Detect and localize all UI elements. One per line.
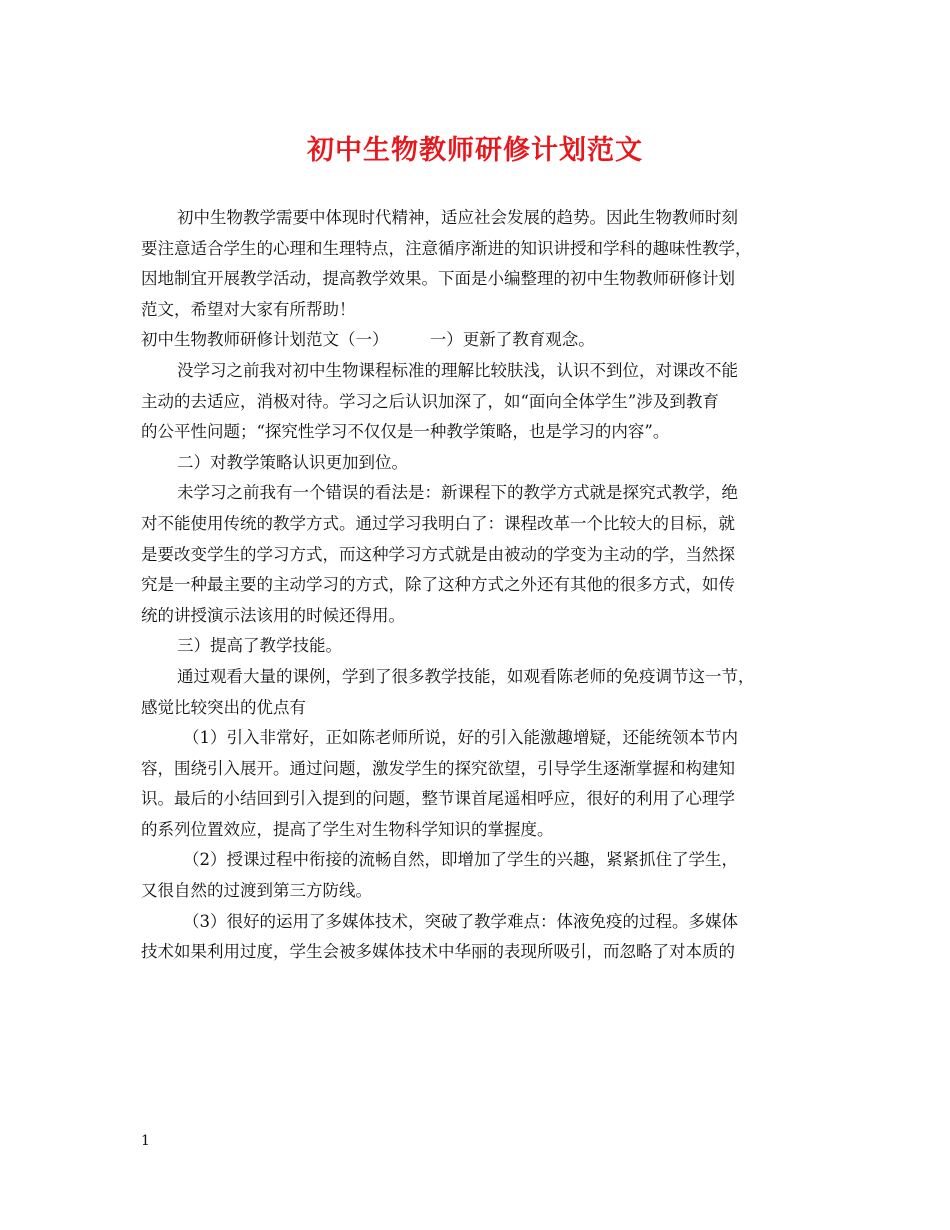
paragraph-line: 容，围绕引入展开。通过问题，激发学生的探究欲望，引导学生逐渐掌握和构建知	[141, 758, 735, 778]
paragraph-line: 究是一种最主要的主动学习的方式，除了这种方式之外还有其他的很多方式，如传	[141, 575, 735, 595]
paragraph-line: 范文，希望对大家有所帮助！	[141, 299, 356, 319]
paragraph-line: 因地制宜开展教学活动，提高教学效果。下面是小编整理的初中生物教师研修计划	[141, 269, 735, 289]
subheading-line: 三）提高了教学技能。	[177, 636, 342, 656]
paragraph-line: 未学习之前我有一个错误的看法是：新课程下的教学方式就是探究式教学，绝	[177, 483, 738, 503]
paragraph-line: 又很自然的过渡到第三方防线。	[141, 881, 372, 901]
document-body	[141, 203, 821, 968]
paragraph-line: （3）很好的运用了多媒体技术，突破了教学难点：体液免疫的过程。多媒体	[183, 911, 738, 931]
paragraph-line: 的系列位置效应，提高了学生对生物科学知识的掌握度。	[141, 819, 554, 839]
subheading-line: 二）对教学策略认识更加到位。	[177, 452, 408, 472]
document-title: 初中生物教师研修计划范文	[307, 135, 643, 166]
paragraph-line: 统的讲授演示法该用的时候还得用。	[141, 605, 405, 625]
section-heading-line: 初中生物教师研修计划范文（一） 一）更新了教育观念。	[141, 330, 595, 350]
paragraph-line: 的公平性问题；“探究性学习不仅仅是一种教学策略，也是学习的内容”。	[141, 422, 670, 442]
paragraph-line: 识。最后的小结回到引入提到的问题，整节课首尾遥相呼应，很好的利用了心理学	[141, 789, 735, 809]
paragraph-line: 技术如果利用过度，学生会被多媒体技术中华丽的表现所吸引，而忽略了对本质的	[141, 942, 735, 962]
paragraph-line: （2）授课过程中衔接的流畅自然，即增加了学生的兴趣，紧紧抓住了学生，	[183, 850, 738, 870]
page-number: 1	[141, 1133, 150, 1149]
paragraph-line: （1）引入非常好，正如陈老师所说，好的引入能激趣增疑，还能统领本节内	[183, 728, 738, 748]
paragraph-line: 感觉比较突出的优点有	[141, 697, 306, 717]
paragraph-line: 是要改变学生的学习方式，而这种学习方式就是由被动的学变为主动的学，当然探	[141, 544, 735, 564]
paragraph-line: 通过观看大量的课例，学到了很多教学技能，如观看陈老师的免疫调节这一节，	[177, 666, 755, 686]
paragraph-line: 初中生物教学需要中体现时代精神，适应社会发展的趋势。因此生物教师时刻	[177, 208, 738, 227]
paragraph-line: 没学习之前我对初中生物课程标准的理解比较肤浅，认识不到位，对课改不能	[177, 360, 738, 380]
paragraph-line: 主动的去适应，消极对待。学习之后认识加深了，如“面向全体学生”涉及到教育	[141, 391, 719, 411]
paragraph-line: 对不能使用传统的教学方式。通过学习我明白了：课程改革一个比较大的目标，就	[141, 513, 735, 533]
paragraph-line: 要注意适合学生的心理和生理特点，注意循序渐进的知识讲授和学科的趣味性教学，	[141, 238, 752, 258]
